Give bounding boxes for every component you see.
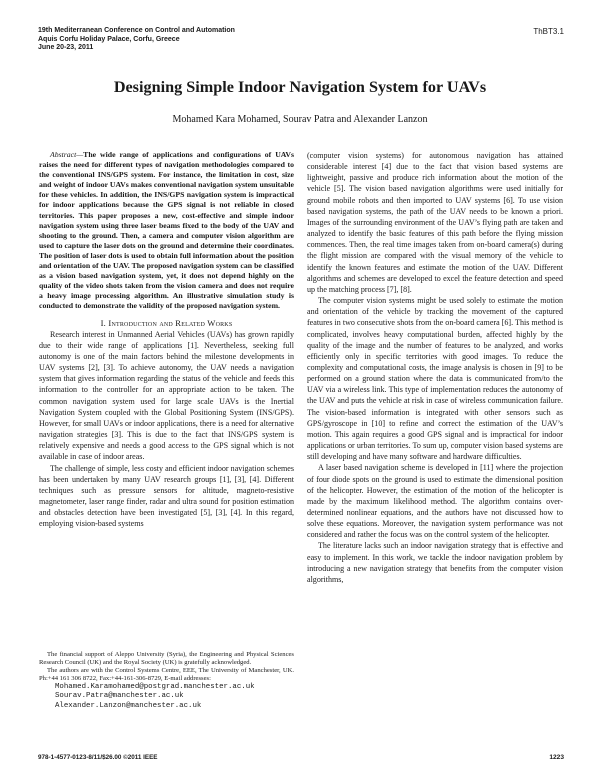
email-address[interactable]: Alexander.Lanzon@manchester.ac.uk <box>55 701 202 710</box>
paper-title: Designing Simple Indoor Navigation System for UAVs <box>113 78 487 96</box>
body-paragraph: (computer vision systems) for autonomous navigation has attained considerable interest [4] due to the fact that vision based systems are lightweight, passive and produce rich information about the motion of the vehicle [5]. The vision based navigation algorithms were used initially for ground mobile robots and then imported to UAV systems [6]. To use vision based navigation systems, the path of the UAV needs to be known a priori. Images of the surrounding environment of the UAV’s flying path are taken and analyzed to identify the basic features of this path before the flying mission commences. Then, the real time images taken from on-board camera(s) during the flight mission are compared with the visual memory of the vehicle to identify the known features and estimate the motion of the UAV. Different algorithms and schemes are developed to excel the feature detection and speed up the matching process [7], [8]. <box>307 151 563 294</box>
email-address[interactable]: Sourav.Patra@manchester.ac.uk <box>55 692 184 701</box>
body-paragraph: The literature lacks such an indoor navigation strategy that is effective and easy to implement. In this work, we tackle the indoor navigation problem by introducing a new navigation strategy that benefits from the computer vision algorithms, <box>307 541 563 584</box>
conference-name: 19th Mediterranean Conference on Control and Automation <box>38 27 235 34</box>
abstract-label: Abstract <box>50 150 77 159</box>
section-heading <box>39 318 294 329</box>
affiliation-footnote: The authors are with the Control Systems Centre, EEE, The University of Manchester, UK. Ph:+44 161 306 8722, Fax:+44-161-306-8729, E-mail addresses: <box>39 667 294 683</box>
section-title: Introduction and Related Works <box>108 317 233 328</box>
session-code: ThBT3.1 <box>533 27 564 36</box>
email-address[interactable]: Mohamed.Karamohamed@postgrad.manchester.ac.uk <box>55 683 255 692</box>
left-column <box>39 150 294 529</box>
email-list <box>39 683 294 710</box>
conference-header <box>38 27 418 53</box>
footnotes <box>39 651 294 711</box>
right-column <box>307 150 563 585</box>
page-number: 1223 <box>549 754 564 761</box>
body-paragraph: A laser based navigation scheme is developed in [11] where the projection of four diode spots on the ground is used to estimate the dimensional position of the helicopter. However, the estimation of the motion of the helicopter is made by the maximum likelihood method. The algorithm contains over-determined nonlinear equations, and the authors have not discussed how to solve these equations. Moreover, the navigation system performance was not considered and rather the focus was on the control system of the helicopter. <box>307 463 563 540</box>
body-paragraph: The computer vision systems might be used solely to estimate the motion and orientation of the vehicle by tracking the movement of the captured features in two consecutive shots from the on-board camera [6]. This method is complicated, involves heavy computational burden, affected highly by the quality of the image and the number of features to be analyzed, and works efficiently only in specific territories with good images. To reduce the complexity and computational costs, the image analysis is chosen in [9] to be performed on a ground station where the data is communicated from/to the UAV via a wireless link. This type of implementation reduces the autonomy of the UAV and puts the vehicle at risk in case of wireless communication failure. The vision-based information is integrated with other sensors such as GPS/gyroscope in [10] to refine and correct the estimation of the UAV’s motion. This again requires a good GPS signal and is impractical for indoor applications or urban territories. To sum up, computer vision based systems are still developing and have many software and hardware difficulties. <box>307 296 563 462</box>
body-paragraph: Research interest in Unmanned Aerial Vehicles (UAVs) has grown rapidly due to their wide range of applications [1]. Nevertheless, seeking full autonomy is one of the main factors behind the milestone developments in UAV systems [2], [3]. To achieve autonomy, the UAV needs a navigation system that gives information regarding the status of the vehicle and feeds this information to the controller for an appropriate action to be taken. The common navigation system used for large scale UAVs is the Inertial Navigation System coupled with the Global Positioning System (INS/GPS). However, for small UAVs or indoor applications, there is a need for alternative navigation strategies [3]. This is due to the fact that INS/GPS system is relatively expensive and needs a good access to the GPS signal which is not available in case of indoor areas. <box>39 329 294 462</box>
body-paragraph: The challenge of simple, less costy and efficient indoor navigation schemes has been undertaken by many UAV research groups [1], [3], [4]. Different techniques such as pressure sensors for altitude, magneto-resistive magnetometer, laser range finder, radar and ultra sound for position estimation and obstacles detection have been investigated [5], [3], [4]. In this regard, employing vision-based systems <box>39 463 294 529</box>
abstract-text: The wide range of applications and configurations of UAVs raises the need for different types of navigation methodologies compared to the conventional INS/GPS system. For instance, the limitation in cost, size and weight of indoor UAVs makes conventional navigation system unsuitable for these vehicles. In addition, the INS/GPS navigation system is impractical for indoor applications because the GPS signal is not reliable in closed territories. This paper proposes a new, cost-effective and simple indoor navigation system using three laser beams fixed to the body of the UAV and shooting to the ground. Then, a camera and computer vision algorithm are used to capture the laser dots on the ground and determine their coordinates. The position of laser dots is used to obtain full information about the position and orientation of the UAV. The proposed navigation system can be classified as a vision based navigation system, yet, it does not depend highly on the quality of the video shots taken from the vision camera and does not require a heavy image processing algorithm. An illustrative simulation study is conducted to demonstrate the validity of the proposed navigation system. <box>39 150 294 311</box>
paper-authors: Mohamed Kara Mohamed, Sourav Patra and Alexander Lanzon <box>172 114 428 125</box>
conference-dates: June 20-23, 2011 <box>38 44 94 52</box>
abstract <box>39 150 294 312</box>
funding-footnote: The financial support of Aleppo University (Syria), the Engineering and Physical Sciences Research Council (UK) and the Royal Society (UK) is gratefully acknowledged. <box>39 651 294 667</box>
isbn-copyright: 978-1-4577-0123-8/11/$26.00 ©2011 IEEE <box>38 754 158 761</box>
section-number: I. <box>100 317 107 328</box>
conference-venue: Aquis Corfu Holiday Palace, Corfu, Greece <box>38 35 180 43</box>
abstract-separator: — <box>76 150 84 159</box>
